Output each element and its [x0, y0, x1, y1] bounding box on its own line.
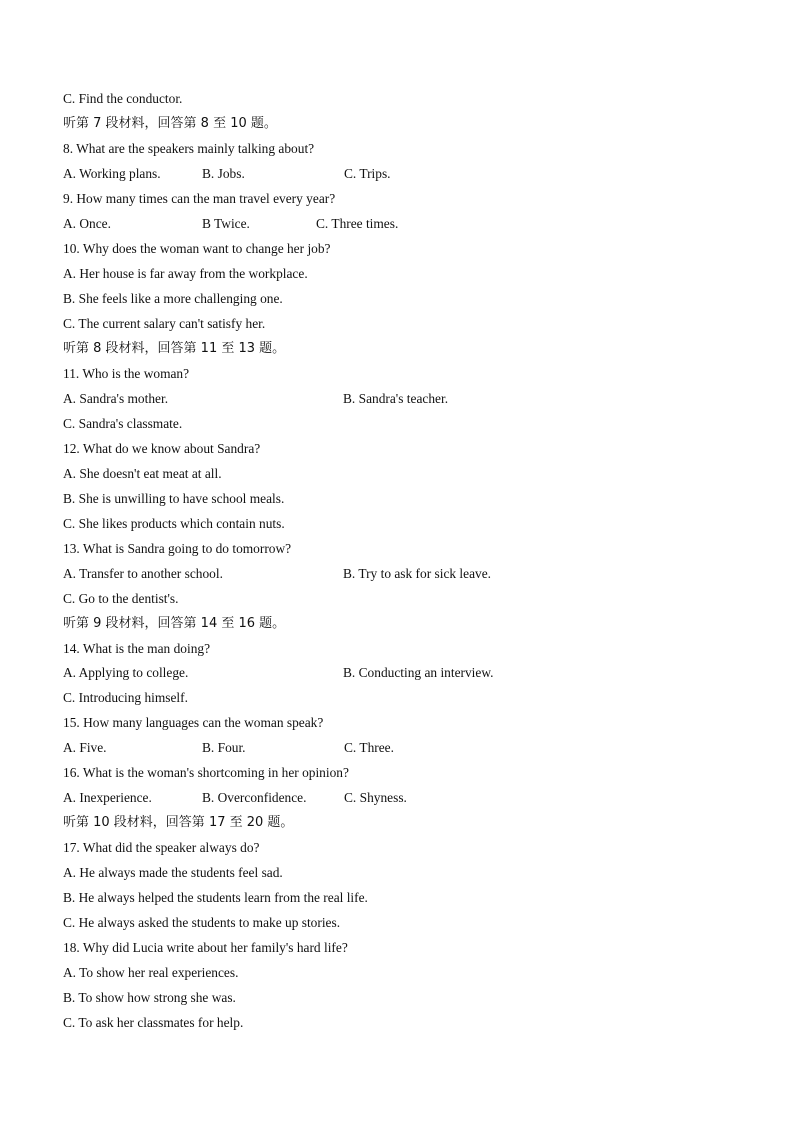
question-8: 8. What are the speakers mainly talking about? [63, 141, 315, 156]
option-a: A. Once. [63, 216, 111, 231]
option-b: B. Try to ask for sick leave. [343, 566, 492, 581]
option-a: A. Working plans. [63, 166, 161, 181]
option-c: C. Sandra's classmate. [63, 416, 183, 431]
options-row-11 [63, 389, 543, 409]
options-row-16 [63, 788, 483, 808]
option-a: A. She doesn't eat meat at all. [63, 466, 222, 481]
section-heading: 听第 8 段材料，回答第 11 至 13 题。 [63, 341, 286, 356]
question-11: 11. Who is the woman? [63, 366, 190, 381]
section-heading: 听第 7 段材料，回答第 8 至 10 题。 [63, 116, 277, 131]
option-b: B. Jobs. [202, 166, 245, 181]
question-12: 12. What do we know about Sandra? [63, 441, 261, 456]
option-a: A. Applying to college. [63, 665, 189, 680]
option-c: C. Shyness. [344, 790, 407, 805]
option-c: C. To ask her classmates for help. [63, 1015, 244, 1030]
option-b: B. She feels like a more challenging one. [63, 291, 283, 306]
question-14: 14. What is the man doing? [63, 641, 211, 656]
section-heading: 听第 10 段材料，回答第 17 至 20 题。 [63, 815, 294, 830]
question-16: 16. What is the woman's shortcoming in her opinion? [63, 765, 349, 780]
section-heading: 听第 9 段材料，回答第 14 至 16 题。 [63, 616, 286, 631]
option-b: B. To show how strong she was. [63, 990, 236, 1005]
option-b: B. She is unwilling to have school meals. [63, 491, 285, 506]
options-row-15 [63, 738, 483, 758]
question-13: 13. What is Sandra going to do tomorrow? [63, 541, 292, 556]
question-18: 18. Why did Lucia write about her family's hard life? [63, 940, 348, 955]
question-17: 17. What did the speaker always do? [63, 840, 260, 855]
option-b: B Twice. [202, 216, 250, 231]
option-b: B. He always helped the students learn from the real life. [63, 890, 368, 905]
options-row-9 [63, 214, 483, 234]
option-c: C. He always asked the students to make up stories. [63, 915, 341, 930]
option-a: A. Inexperience. [63, 790, 152, 805]
option-a: A. Her house is far away from the workplace. [63, 266, 308, 281]
option-c: C. Three times. [316, 216, 399, 231]
question-15: 15. How many languages can the woman speak? [63, 715, 324, 730]
option-a: A. Five. [63, 740, 107, 755]
option-c: C. Trips. [344, 166, 391, 181]
option-line: C. Find the conductor. [63, 91, 183, 106]
options-row-13 [63, 564, 543, 584]
option-c: C. Introducing himself. [63, 690, 188, 705]
options-row-14 [63, 663, 543, 683]
option-c: C. She likes products which contain nuts. [63, 516, 285, 531]
option-a: A. To show her real experiences. [63, 965, 239, 980]
options-row-8 [63, 164, 483, 184]
option-b: B. Overconfidence. [202, 790, 307, 805]
option-b: B. Four. [202, 740, 246, 755]
option-b: B. Sandra's teacher. [343, 391, 449, 406]
option-a: A. Sandra's mother. [63, 391, 169, 406]
option-a: A. Transfer to another school. [63, 566, 223, 581]
question-10: 10. Why does the woman want to change her job? [63, 241, 331, 256]
question-9: 9. How many times can the man travel every year? [63, 191, 336, 206]
option-c: C. The current salary can't satisfy her. [63, 316, 266, 331]
option-b: B. Conducting an interview. [343, 665, 494, 680]
option-c: C. Go to the dentist's. [63, 591, 179, 606]
option-c: C. Three. [344, 740, 394, 755]
option-a: A. He always made the students feel sad. [63, 865, 283, 880]
